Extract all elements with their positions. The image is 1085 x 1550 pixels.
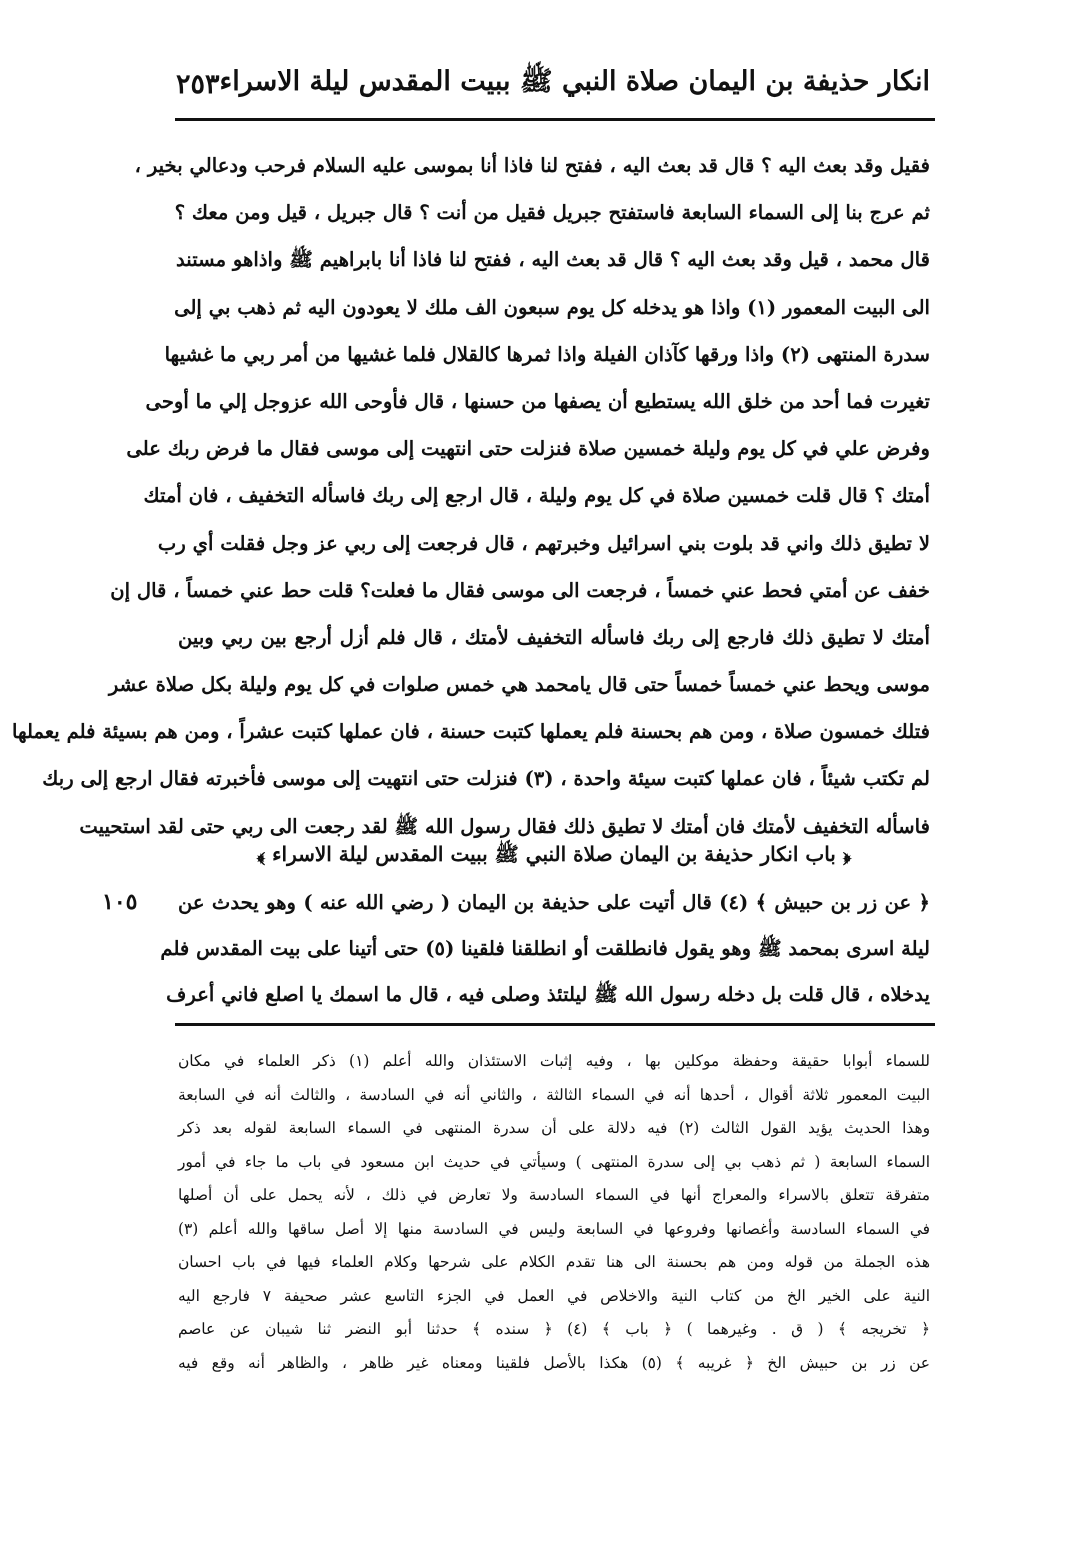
footnote-line: النية على الخير الخ من كتاب النية والاخلاص في العمل في الجزء التاسع عشر صحيفة ٧ فارجع اليه [178, 1286, 930, 1305]
chapter-heading: ﴿ باب انكار حذيفة بن اليمان صلاة النبي ﷺ ببيت المقدس ليلة الاسراء ﴾ [256, 842, 852, 866]
page-header [175, 58, 930, 110]
page-number: ٢٥٣ [175, 68, 220, 100]
hadith-text-block [160, 880, 930, 1018]
footnote-line: البيت المعمور ثلاثة أقوال ، أحدها أنه في السماء الثالثة ، والثاني أنه في السادسة ، والثالث أنه في السابعة [178, 1085, 930, 1104]
text-line: فتلك خمسون صلاة ، ومن هم بحسنة فلم يعملها كتبت حسنة ، فان عملها كتبت عشراً ، ومن هم بسيئة فلم يعملها [12, 720, 930, 744]
text-line: ﴿ عن زر بن حبيش ﴾ (٤) قال أتيت على حذيفة بن اليمان ( رضي الله عنه ) وهو يحدث عن [178, 891, 930, 914]
footnote-line: عن زر بن حبيش الخ ﴿ غريبه ﴾ (٥) هكذا بالأصل فلقينا ومعناه غير ظاهر ، والظاهر أنه وقع فيه [178, 1353, 930, 1372]
footnote-line: هذه الجملة من قوله ومن هم بحسنة الى هنا تقدم الكلام على شرحها وكلام العلماء فيها في باب احسان [178, 1253, 930, 1271]
footnote-line: متفرقة تتعلق بالاسراء والمعراج أنها في السماء السادسة ولا تعارض في ذلك ، لأنه يحمل على أن أصلها [178, 1186, 930, 1204]
text-line: أمتك ؟ قال قلت خمسين صلاة في كل يوم وليلة ، قال ارجع إلى ربك فاسأله التخفيف ، فان أمتك [143, 484, 930, 508]
text-line: تغيرت فما أحد من خلق الله يستطيع أن يصفها من حسنها ، قال فأوحى الله عزوجل إلي ما أوحى [145, 389, 930, 413]
text-line: الى البيت المعمور (١) واذا هو يدخله كل يوم سبعون الف ملك لا يعودون اليه ثم ذهب بي إلى [174, 295, 930, 319]
footnote-line: في السماء السادسة وأغصانها وفروعها في السابعة وليس في السادسة منها إلا أصل ساقها والله أعلم (٣) [178, 1219, 930, 1238]
hadith-number: ١٠٥ [102, 889, 138, 915]
text-line: يدخلاه ، قال قلت بل دخله رسول الله ﷺ ليلتئذ وصلى فيه ، قال ما اسمك يا اصلع فاني أعرف [166, 983, 930, 1006]
footnotes-block [178, 1045, 930, 1380]
header-divider [175, 118, 935, 121]
text-line: موسى ويحط عني خمساً خمساً حتى قال يامحمد هي خمس صلوات في كل يوم وليلة بكل صلاة عشر [108, 673, 930, 697]
footnote-divider [175, 1023, 935, 1026]
footnote-line: للسماء أبوابا حقيقة وحفظة موكلين بها ، وفيه إثبات الاستئذان والله أعلم (١) ذكر العلماء في مكان [178, 1052, 930, 1070]
text-line: أمتك لا تطيق ذلك فارجع إلى ربك فاسأله التخفيف لأمتك ، قال فلم أزل أرجع بين ربي وبين [178, 625, 930, 649]
main-text-block [12, 142, 930, 850]
text-line: وفرض علي في كل يوم وليلة خمسين صلاة فنزلت حتى انتهيت إلى موسى فقال ما فرض ربك على [126, 437, 930, 461]
text-line: قال محمد ، قيل وقد بعث اليه ؟ قال قد بعث اليه ، ففتح لنا فاذا أنا بابراهيم ﷺ واذاهو مستند [176, 248, 930, 272]
text-line: خفف عن أمتي فحط عني خمساً ، فرجعت الى موسى فقال ما فعلت؟ قلت حط عني خمساً ، قال إن [110, 578, 930, 602]
text-line: لا تطيق ذلك واني قد بلوت بني اسرائيل وخبرتهم ، قال فرجعت إلى ربي عز وجل فقلت أي رب [157, 531, 930, 555]
text-line: ليلة اسرى بمحمد ﷺ وهو يقول فانطلقت أو انطلقنا فلقينا (٥) حتى أتينا على بيت المقدس فلم [160, 937, 930, 960]
footnote-line: ﴿ تخريجه ﴾ ( ق . وغيرهما ) ﴿ باب ﴾ (٤) ﴿ سنده ﴾ حدثنا أبو النضر ثنا شيبان عن عاصم [178, 1320, 930, 1338]
text-line: سدرة المنتهى (٢) واذا ورقها كآذان الفيلة واذا ثمرها كالقلال فلما غشيها من أمر ربي ما غشيها [164, 342, 930, 366]
text-line: فقيل وقد بعث اليه ؟ قال قد بعث اليه ، ففتح لنا فاذا أنا بموسى عليه السلام فرحب ودعالي بخير ، [134, 154, 930, 177]
text-line: فاسأله التخفيف لأمتك فان أمتك لا تطيق ذلك فقال رسول الله ﷺ لقد رجعت الى ربي حتى لقد استحييت [79, 814, 930, 838]
running-title: انكار حذيفة بن اليمان صلاة النبي ﷺ ببيت المقدس ليلة الاسراء [219, 66, 930, 97]
footnote-line: وهذا الحديث يؤيد القول الثالث (٢) فيه دلالة على أن سدرة المنتهى في السماء السابعة لقوله بعد ذكر [178, 1119, 930, 1137]
text-line: لم تكتب شيئاً ، فان عملها كتبت سيئة واحدة ، (٣) فنزلت حتى انتهيت إلى موسى فأخبرته فقال ارجع إلى ربك [42, 767, 930, 791]
footnote-line: السماء السابعة ( ثم ذهب بي إلى سدرة المنتهى ) وسيأتي في حديث ابن مسعود في باب ما جاء في أمور [178, 1152, 930, 1171]
text-line: ثم عرج بنا إلى السماء السابعة فاستفتح جبريل فقيل من أنت ؟ قال جبريل ، قيل ومن معك ؟ [174, 201, 930, 225]
